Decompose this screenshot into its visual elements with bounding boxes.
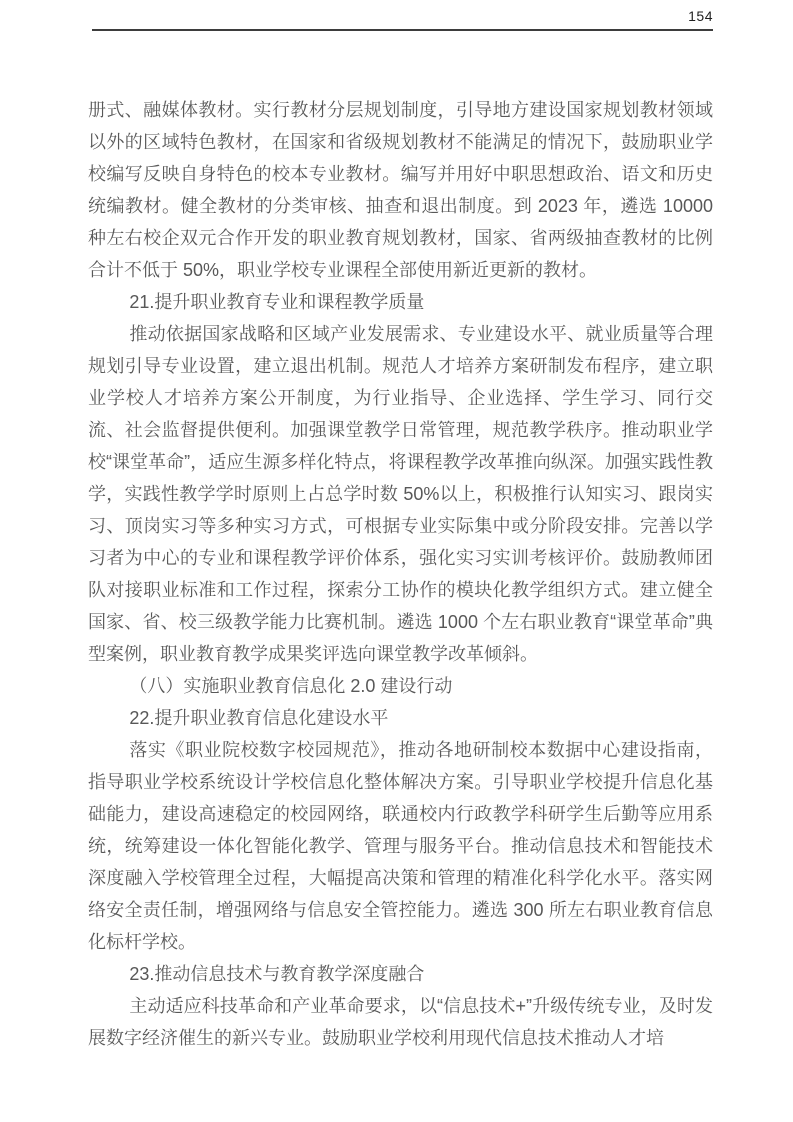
paragraph-heading-21: 21.提升职业教育专业和课程教学质量 xyxy=(129,292,425,312)
paragraph-body-21: 推动依据国家战略和区域产业发展需求、专业建设水平、就业质量等合理规划引导专业设置，建立退出机制。规范人才培养方案研制发布程序，建立职业学校人才培养方案公开制度，为行业指导、企业选择、学生学习、同行交流、社会监督提供便利。加强课堂教学日常管理，规范教学秩序。推动职业学校“课堂革命”，适应生源多样化特点，将课程教学改革推向纵深。加强实践性教学，实践性教学学时原则上占总学时数 50%以上，积极推行认知实习、跟岗实习、顶岗实习等多种实习方式，可根据专业实际集中或分阶段安排。完善以学习者为中心的专业和课程教学评价体系，强化实习实训考核评价。鼓励教师团队对接职业标准和工作过程，探索分工协作的模块化教学组织方式。建立健全国家、省、校三级教学能力比赛机制。遴选 1000 个左右职业教育“课堂革命”典型案例，职业教育教学成果奖评选向课堂教学改革倾斜。 xyxy=(88,324,713,664)
paragraph-section-8: （八）实施职业教育信息化 2.0 建设行动 xyxy=(129,676,453,696)
paragraph-body-22: 落实《职业院校数字校园规范》，推动各地研制校本数据中心建设指南，指导职业学校系统设计学校信息化整体解决方案。引导职业学校提升信息化基础能力，建设高速稳定的校园网络，联通校内行政教学科研学生后勤等应用系统，统筹建设一体化智能化教学、管理与服务平台。推动信息技术和智能技术深度融入学校管理全过程，大幅提高决策和管理的精准化科学化水平。落实网络安全责任制，增强网络与信息安全管控能力。遴选 300 所左右职业教育信息化标杆学校。 xyxy=(88,740,713,952)
paragraph-heading-23: 23.推动信息技术与教育教学深度融合 xyxy=(129,964,425,984)
paragraph-heading-22: 22.提升职业教育信息化建设水平 xyxy=(129,708,389,728)
document-body xyxy=(88,94,713,1054)
header-rule xyxy=(92,29,713,31)
paragraph-body-23: 主动适应科技革命和产业革命要求，以“信息技术+”升级传统专业，及时发展数字经济催生的新兴专业。鼓励职业学校利用现代信息技术推动人才培 xyxy=(88,996,713,1048)
paragraph-continuation: 册式、融媒体教材。实行教材分层规划制度，引导地方建设国家规划教材领域以外的区域特色教材，在国家和省级规划教材不能满足的情况下，鼓励职业学校编写反映自身特色的校本专业教材。编写并用好中职思想政治、语文和历史统编教材。健全教材的分类审核、抽查和退出制度。到 2023 年，遴选 10000 种左右校企双元合作开发的职业教育规划教材，国家、省两级抽查教材的比例合计不低于 50%，职业学校专业课程全部使用新近更新的教材。 xyxy=(88,100,713,280)
page-number: 154 xyxy=(688,8,713,24)
